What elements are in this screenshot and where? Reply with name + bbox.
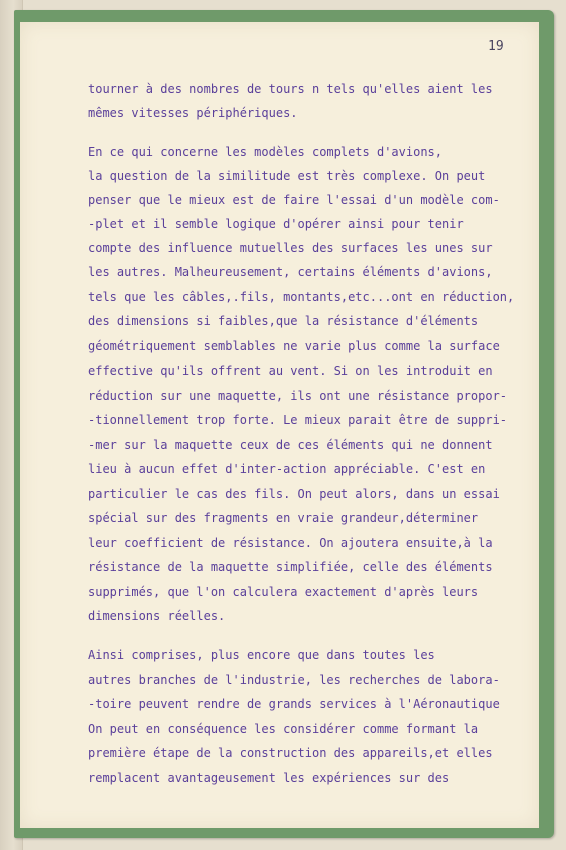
text-line: autres branches de l'industrie, les recherches de labora- [88, 673, 500, 687]
text-line: On peut en conséquence les considérer comme formant la [88, 722, 479, 736]
text-line: supprimés, que l'on calculera exactement d'après leurs [88, 585, 479, 599]
text-line: compte des influence mutuelles des surfaces les unes sur [88, 241, 493, 255]
text-line: la question de la similitude est très complexe. On peut [88, 169, 486, 183]
text-line: remplacent avantageusement les expériences sur des [88, 771, 450, 785]
text-line: -mer sur la maquette ceux de ces éléments qui ne donnent [88, 438, 493, 452]
text-line: première étape de la construction des appareils,et elles [88, 746, 493, 760]
text-line: Ainsi comprises, plus encore que dans toutes les [88, 648, 435, 662]
text-line: -toire peuvent rendre de grands services à l'Aéronautique [88, 697, 500, 711]
text-line: mêmes vitesses périphériques. [88, 106, 298, 120]
text-line: géométriquement semblables ne varie plus comme la surface [88, 339, 500, 353]
text-line: En ce qui concerne les modèles complets d'avions, [88, 145, 443, 159]
text-line: des dimensions si faibles,que la résistance d'éléments [88, 314, 479, 328]
page-number: 19 [488, 39, 504, 54]
text-line: leur coefficient de résistance. On ajoutera ensuite,à la [88, 536, 493, 550]
text-line: particulier le cas des fils. On peut alors, dans un essai [88, 487, 500, 501]
text-line: résistance de la maquette simplifiée, celle des éléments [88, 560, 493, 574]
text-line: lieu à aucun effet d'inter-action appréciable. C'est en [88, 462, 486, 476]
text-line: tels que les câbles,.fils, montants,etc...ont en réduction, [88, 290, 515, 304]
text-line: -plet et il semble logique d'opérer ainsi pour tenir [88, 217, 464, 231]
text-line: spécial sur des fragments en vraie grandeur,déterminer [88, 511, 479, 525]
text-line: penser que le mieux est de faire l'essai d'un modèle com- [88, 193, 500, 207]
text-line: effective qu'ils offrent au vent. Si on les introduit en [88, 364, 493, 378]
text-line: réduction sur une maquette, ils ont une résistance propor- [88, 389, 508, 403]
text-line: tourner à des nombres de tours n tels qu'elles aient les [88, 82, 493, 96]
text-line: -tionnellement trop forte. Le mieux parait être de suppri- [88, 413, 508, 427]
text-line: les autres. Malheureusement, certains éléments d'avions, [88, 265, 493, 279]
text-line: dimensions réelles. [88, 609, 226, 623]
